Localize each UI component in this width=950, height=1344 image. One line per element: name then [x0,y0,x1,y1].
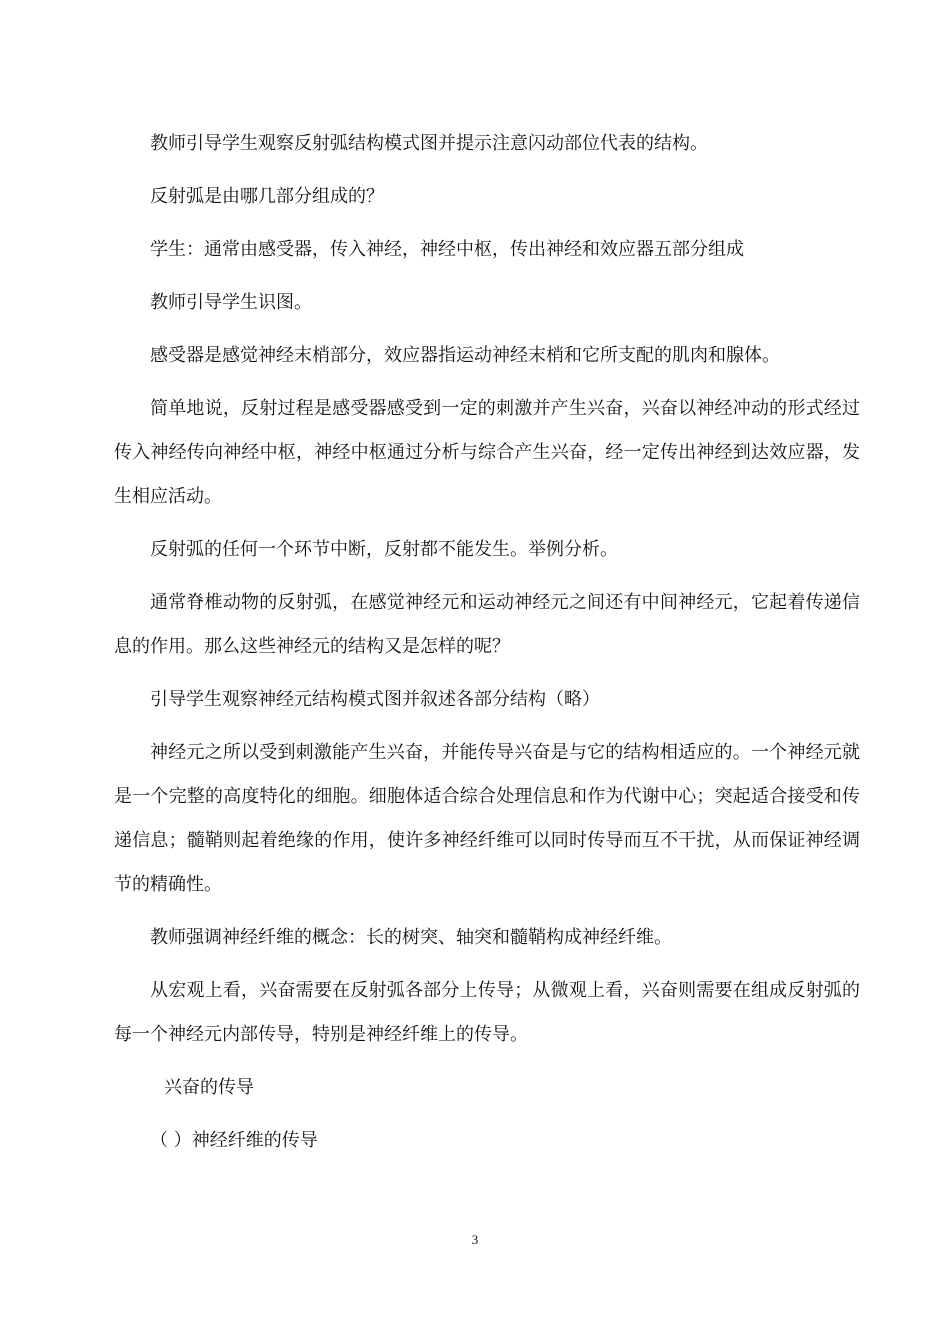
paragraph: 反射弧的任何一个环节中断，反射都不能发生。举例分析。 [150,539,618,560]
paragraph: 教师引导学生观察反射弧结构模式图并提示注意闪动部位代表的结构。 [150,133,708,154]
paragraph: 感受器是感觉神经末梢部分，效应器指运动神经末梢和它所支配的肌肉和腺体。 [150,345,780,366]
paragraph: 引导学生观察神经元结构模式图并叙述各部分结构（略） [150,689,600,710]
paragraph: 从宏观上看，兴奋需要在反射弧各部分上传导；从微观上看，兴奋则需要在组成反射弧的每一个神经元内部传导，特别是神经纤维上的传导。 [114,980,860,1045]
subsection-heading: （ ）神经纤维的传导 [150,1130,318,1151]
paragraph: 简单地说，反射过程是感受器感受到一定的刺激并产生兴奋，兴奋以神经冲动的形式经过传入神经传向神经中枢，神经中枢通过分析与综合产生兴奋，经一定传出神经到达效应器，发生相应活动。 [114,398,860,507]
paragraph: 反射弧是由哪几部分组成的？ [150,186,384,207]
section-heading: 兴奋的传导 [164,1077,254,1098]
paragraph: 通常脊椎动物的反射弧，在感觉神经元和运动神经元之间还有中间神经元，它起着传递信息的作用。那么这些神经元的结构又是怎样的呢？ [114,592,860,657]
paragraph: 神经元之所以受到刺激能产生兴奋，并能传导兴奋是与它的结构相适应的。一个神经元就是一个完整的高度特化的细胞。细胞体适合综合处理信息和作为代谢中心；突起适合接受和传递信息；髓鞘则起着绝缘的作用，使许多神经纤维可以同时传导而互不干扰，从而保证神经调节的精确性。 [114,742,860,895]
paragraph: 学生：通常由感受器，传入神经，神经中枢，传出神经和效应器五部分组成 [150,239,744,260]
paragraph: 教师强调神经纤维的概念：长的树突、轴突和髓鞘构成神经纤维。 [150,927,672,948]
document-body [114,122,860,1172]
page-number: 3 [471,1232,479,1247]
paragraph: 教师引导学生识图。 [150,292,312,313]
